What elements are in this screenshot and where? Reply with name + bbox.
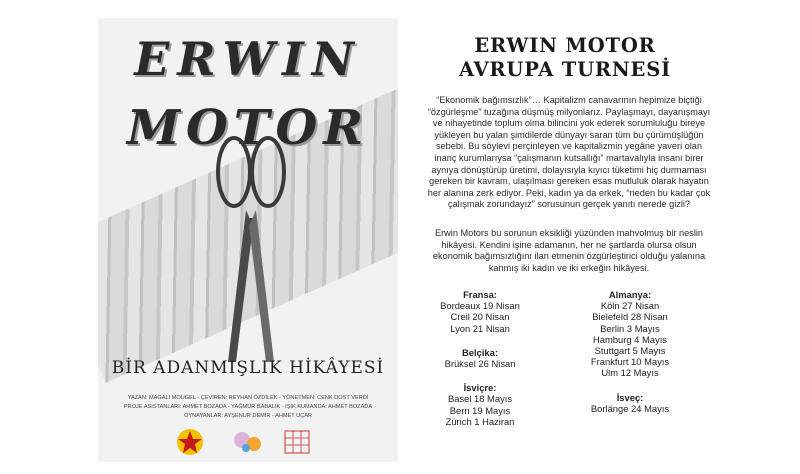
star-logo-icon xyxy=(176,428,204,458)
poster-image xyxy=(98,18,398,462)
tour-date: Brüksel 26 Nisan xyxy=(444,358,516,370)
country-group-belgium xyxy=(420,347,540,369)
tour-title-line2: AVRUPA TURNESİ xyxy=(458,58,672,81)
tour-dates-right-column xyxy=(560,289,700,427)
description-paragraph-2: Erwin Motors bu sorunun eksikliği yüzünden mahvolmuş bir neslin hikâyesi. Kendini işine adamanın, her ne şartlarda olursa olsun ekonomik bağımsızlığını ilan etmenin özgürleştirici olduğu yalanına kanmış iki kadın ve iki erkeğin hikâyesi. xyxy=(432,228,706,273)
tour-date: Lyon 21 Nisan xyxy=(450,322,510,334)
tour-dates-left-column xyxy=(420,289,540,440)
tour-date: Bordeaux 19 Nisan xyxy=(440,300,520,312)
country-group-germany xyxy=(560,289,700,379)
scissors-icon xyxy=(206,130,296,370)
country-group-france xyxy=(420,289,540,334)
poster-title-line2: MOTOR xyxy=(126,100,370,156)
tour-date: Zürich 1 Haziran xyxy=(445,415,515,427)
country-group-switzerland xyxy=(420,382,540,427)
tour-date: Ulm 12 Mayıs xyxy=(601,367,659,379)
tour-date: Creil 20 Nisan xyxy=(450,311,510,323)
tour-title-line1: ERWIN MOTOR xyxy=(474,34,656,57)
country-name: Fransa: xyxy=(463,289,497,300)
tour-date: Köln 27 Nisan xyxy=(600,300,660,312)
tour-date: Borlänge 24 Mayıs xyxy=(590,402,670,414)
description-paragraph-1: “Ekonomik bağımsızlık”… Kapitalizm canavarının hepimize biçtiği “özgürleşme” tuzağına düşmüş milyonlarız. Paylaşmayı, dayanışmayı ve nihayetinde toplum olma bilincini yok ederek sorumluluğu bireye yükleyen bu yalan şimdilerde dünyayı saran tüm bu çürümüşlüğün sebebi. Bu söylevi perçinleyen ve kapitalizmin yegâne yaveri olan inanç kurumlarıysa “çalışmanın kutsallığı” martavalıyla insanı birer aynıya dönüştürüp üretimi, dolayısıyla kıyıcı tüketimi hiç durmaması gereken bir kavram, ulaşılması gereken esas mutluluk olarak hayatın her alanına zerk ediyor. Peki, kadın ya da erkek, “neden bu kadar çok çalışmak zorundayız” sorusunun gerçek yanıtı nerede gizli? xyxy=(427,95,711,210)
poster-title-line1: ERWIN xyxy=(134,32,362,86)
poster-credits xyxy=(104,394,392,421)
credits-line: OYNAYANLAR: AYŞENUR DEMİR - AHMET UÇAR xyxy=(184,413,312,419)
tour-date: Stuttgart 5 Mayıs xyxy=(594,345,666,357)
country-name: İsviçre: xyxy=(463,382,497,394)
tour-date: Hamburg 4 Mayıs xyxy=(593,333,667,345)
organization-logo-icon xyxy=(232,428,266,456)
country-name: İsveç: xyxy=(616,391,644,403)
tour-date: Basel 18 Mayıs xyxy=(447,393,513,405)
tour-date: Bielefeld 28 Nisan xyxy=(592,311,668,323)
sponsor-logos xyxy=(98,428,398,458)
credits-line: PROJE ASISTANLARI: AHMET BOZADA - YAĞMUR BABALIK - IŞIK KUMANDA: AHMET BOZADA xyxy=(123,404,373,410)
tour-date: Frankfurt 10 Mayıs xyxy=(590,356,670,368)
poster-subtitle: BİR ADANMIŞLIK HİKÂYESİ xyxy=(111,358,385,378)
country-group-sweden xyxy=(560,392,700,414)
tour-date: Berlin 3 Mayıs xyxy=(600,322,660,334)
platform-logo-icon xyxy=(282,428,312,456)
country-name: Almanya: xyxy=(608,289,652,300)
country-name: Belçika: xyxy=(462,346,498,358)
tour-date: Bern 19 Mayıs xyxy=(449,404,511,416)
credits-line: YAZAN: MAGALI MOUGEL - ÇEVIREN: REYHAN ÖZDİLEK - YÖNETMEN: CENK DOST VERDİ xyxy=(127,395,369,401)
